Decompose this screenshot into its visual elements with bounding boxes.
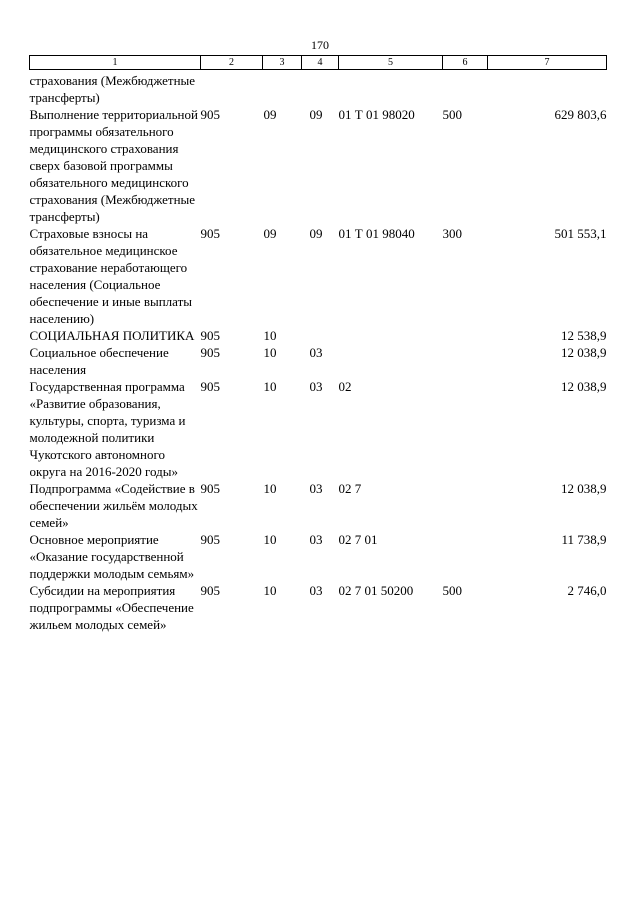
row-target-article (339, 344, 443, 378)
row-section-code (263, 70, 302, 107)
row-expense-type: 500 (442, 583, 462, 598)
table-row (30, 531, 607, 582)
row-target-article: 02 7 01 50200 (338, 583, 414, 598)
row-subsection-code: 03 (309, 583, 323, 598)
row-amount: 501 553,1 (554, 226, 607, 241)
row-section-code: 10 (263, 532, 277, 547)
row-section-code: 10 (263, 481, 277, 496)
row-section-code: 10 (263, 379, 277, 394)
row-name: СОЦИАЛЬНАЯ ПОЛИТИКА (29, 328, 195, 343)
row-subsection-code: 09 (309, 226, 323, 241)
row-expense-type (443, 344, 488, 378)
row-amount: 12 038,9 (561, 481, 607, 496)
row-section-code: 09 (263, 226, 277, 241)
row-amount (488, 70, 607, 107)
row-section-code: 09 (263, 107, 277, 122)
row-amount: 12 038,9 (561, 345, 607, 360)
column-header-2: 2 (201, 56, 263, 70)
column-header-7: 7 (488, 56, 607, 70)
row-target-article: 02 7 (338, 481, 362, 496)
table-row (30, 344, 607, 378)
row-subsection-code: 03 (309, 345, 323, 360)
row-expense-type (443, 378, 488, 480)
row-expense-type: 500 (442, 107, 462, 122)
table-row (30, 378, 607, 480)
row-name: страхования (Межбюджетные трансферты) (29, 73, 196, 105)
header-row (30, 56, 607, 70)
row-subsection-code (302, 70, 339, 107)
row-ministry-code: 905 (200, 328, 220, 343)
row-amount: 12 038,9 (561, 379, 607, 394)
row-subsection-code: 03 (309, 481, 323, 496)
row-ministry-code: 905 (200, 481, 220, 496)
row-name: Подпрограмма «Содействие в обеспечении жильём молодых семей» (29, 481, 198, 530)
row-ministry-code: 905 (200, 345, 220, 360)
column-header-6: 6 (443, 56, 488, 70)
row-section-code: 10 (263, 345, 277, 360)
budget-table (29, 55, 607, 633)
table-row (30, 106, 607, 225)
row-expense-type: 300 (442, 226, 462, 241)
row-ministry-code: 905 (200, 532, 220, 547)
row-section-code: 10 (263, 328, 277, 343)
table-row (30, 327, 607, 344)
column-header-3: 3 (263, 56, 302, 70)
row-ministry-code: 905 (200, 379, 220, 394)
row-expense-type (443, 70, 488, 107)
row-name: Государственная программа «Развитие образования, культуры, спорта, туризма и молодежной политики Чукотского автономного округа на 2016-2020 годы» (29, 379, 186, 479)
column-header-5: 5 (339, 56, 443, 70)
row-ministry-code (201, 70, 263, 107)
row-ministry-code: 905 (200, 583, 220, 598)
table-row (30, 582, 607, 633)
row-amount: 11 738,9 (561, 532, 607, 547)
table-row (30, 480, 607, 531)
row-expense-type (443, 327, 488, 344)
row-ministry-code: 905 (200, 107, 220, 122)
table-row (30, 70, 607, 107)
row-subsection-code: 03 (309, 532, 323, 547)
column-header-4: 4 (302, 56, 339, 70)
row-ministry-code: 905 (200, 226, 220, 241)
row-amount: 629 803,6 (554, 107, 607, 122)
row-target-article: 01 Т 01 98040 (338, 226, 415, 241)
table-row (30, 225, 607, 327)
row-expense-type (443, 531, 488, 582)
row-subsection-code: 09 (309, 107, 323, 122)
row-amount: 2 746,0 (567, 583, 607, 598)
row-name: Субсидии на мероприятия подпрограммы «Обеспечение жильем молодых семей» (29, 583, 194, 632)
row-name: Страховые взносы на обязательное медицинское страхование неработающего населения (Социальное обеспечение и иные выплаты населению) (29, 226, 192, 326)
row-name: Выполнение территориальной программы обязательного медицинского страхования сверх базовой программы обязательного медицинского страхования (Межбюджетные трансферты) (29, 107, 198, 224)
row-target-article: 02 7 01 (338, 532, 378, 547)
row-subsection-code: 03 (309, 379, 323, 394)
row-name: Основное мероприятие «Оказание государственной поддержки молодым семьям» (29, 532, 195, 581)
row-amount: 12 538,9 (561, 328, 607, 343)
row-expense-type (443, 480, 488, 531)
row-subsection-code (302, 327, 339, 344)
column-header-1: 1 (30, 56, 201, 70)
page-number: 170 (311, 38, 329, 52)
row-target-article (339, 327, 443, 344)
row-target-article: 02 (338, 379, 352, 394)
row-target-article: 01 Т 01 98020 (338, 107, 415, 122)
row-target-article (339, 70, 443, 107)
row-section-code: 10 (263, 583, 277, 598)
row-name: Социальное обеспечение населения (29, 345, 169, 377)
